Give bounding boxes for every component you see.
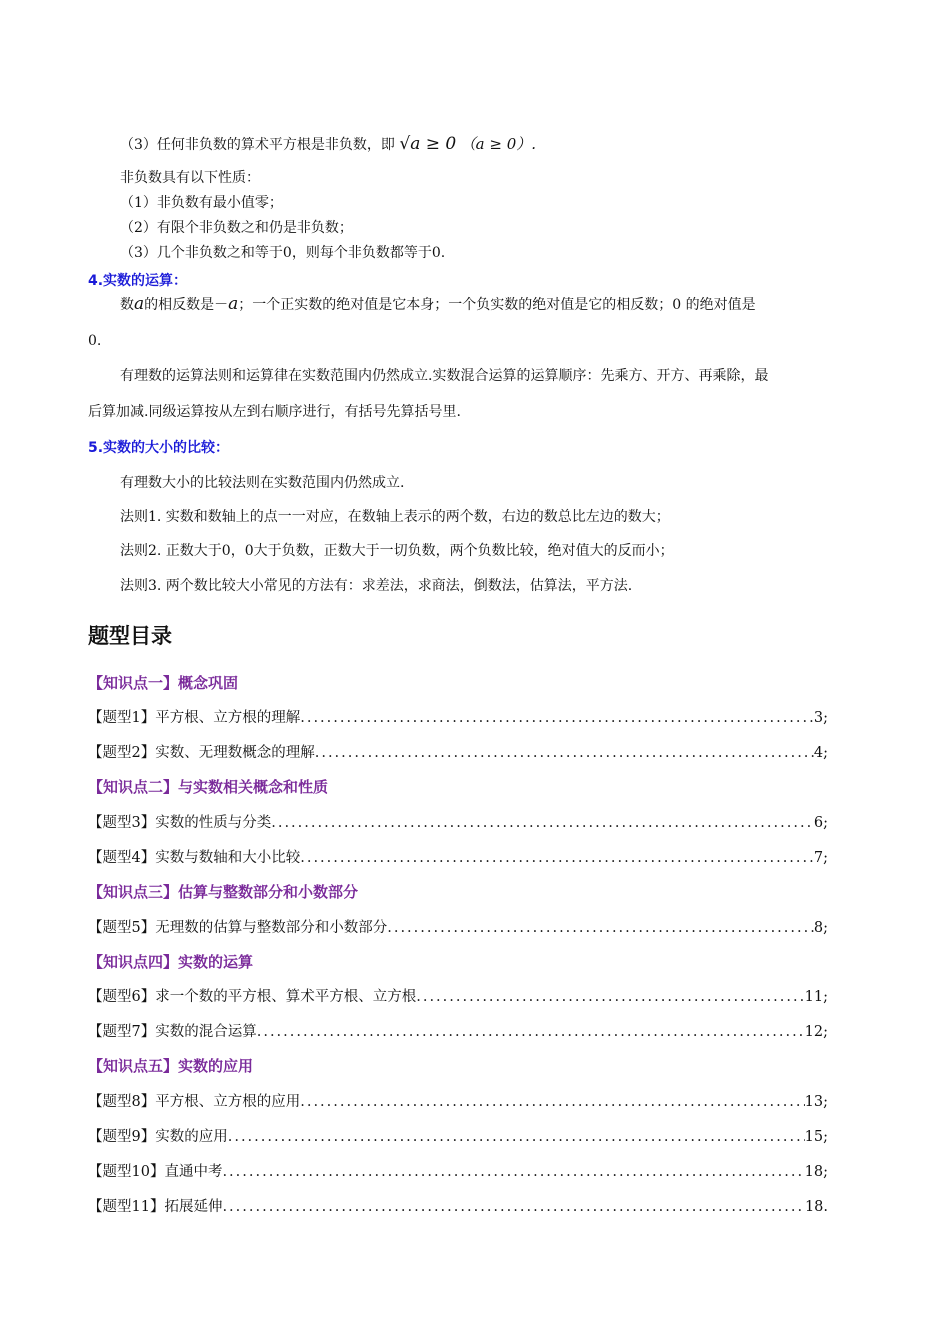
toc-item-title: 【题型4】实数与数轴和大小比较 xyxy=(88,850,301,866)
toc-item-page: 13; xyxy=(804,1094,828,1110)
toc-item-title: 【题型8】平方根、立方根的应用 xyxy=(88,1094,301,1110)
nonneg-property-2: （2）有限个非负数之和仍是非负数； xyxy=(120,220,353,236)
toc-leader-dots xyxy=(222,1164,804,1180)
toc-item-title: 【题型1】平方根、立方根的理解 xyxy=(88,710,301,726)
rule-1: 法则1. 实数和数轴上的点一一对应，在数轴上表示的两个数，右边的数总比左边的数大； xyxy=(120,509,670,525)
section-5-para-1: 有理数大小的比较法则在实数范围内仍然成立. xyxy=(120,475,405,491)
toc-leader-dots xyxy=(300,710,814,726)
toc-leader-dots xyxy=(387,920,814,936)
toc-leader-dots xyxy=(416,989,804,1005)
toc-knowledge-point-5[interactable]: 【知识点五】实数的应用 xyxy=(88,1057,254,1075)
toc-leader-dots xyxy=(271,815,814,831)
section-4-para-2-line-1: 有理数的运算法则和运算律在实数范围内仍然成立.实数混合运算的运算顺序：先乘方、开方、再乘除，最 xyxy=(120,368,769,384)
toc-item-title: 【题型3】实数的性质与分类 xyxy=(88,815,272,831)
toc-item-11[interactable] xyxy=(88,1195,828,1216)
text-segment: ；一个正实数的绝对值是它本身；一个负实数的绝对值是它的相反数；0 的绝对值是 xyxy=(238,297,756,313)
toc-leader-dots xyxy=(257,1024,805,1040)
section-4-heading: 4.实数的运算： xyxy=(88,273,188,289)
toc-leader-dots xyxy=(315,745,814,761)
toc-item-10[interactable] xyxy=(88,1160,828,1181)
toc-item-page: 6; xyxy=(813,815,828,831)
toc-item-page: 12; xyxy=(804,1024,828,1040)
toc-item-title: 【题型9】实数的应用 xyxy=(88,1129,228,1145)
toc-title: 题型目录 xyxy=(88,624,172,648)
toc-item-5[interactable] xyxy=(88,916,828,937)
toc-item-title: 【题型5】无理数的估算与整数部分和小数部分 xyxy=(88,920,388,936)
toc-item-8[interactable] xyxy=(88,1090,828,1111)
toc-item-6[interactable] xyxy=(88,985,828,1006)
toc-leader-dots xyxy=(222,1199,804,1215)
toc-item-page: 8; xyxy=(813,920,828,936)
text-segment: 的相反数是－ xyxy=(144,297,229,313)
toc-item-7[interactable] xyxy=(88,1020,828,1041)
toc-item-title: 【题型11】拓展延伸 xyxy=(88,1199,223,1215)
sqrt-formula: √a ≥ 0 xyxy=(399,134,457,154)
toc-item-title: 【题型2】实数、无理数概念的理解 xyxy=(88,745,315,761)
toc-item-page: 18; xyxy=(804,1164,828,1180)
toc-item-3[interactable] xyxy=(88,811,828,832)
toc-leader-dots xyxy=(228,1129,805,1145)
section-4-para-2-line-2: 后算加减.同级运算按从左到右顺序进行，有括号先算括号里. xyxy=(88,404,461,420)
toc-item-title: 【题型10】直通中考 xyxy=(88,1164,223,1180)
toc-item-1[interactable] xyxy=(88,706,828,727)
toc-item-4[interactable] xyxy=(88,846,828,867)
toc-knowledge-point-2[interactable]: 【知识点二】与实数相关概念和性质 xyxy=(88,778,329,796)
toc-item-title: 【题型7】实数的混合运算 xyxy=(88,1024,257,1040)
toc-item-page: 4; xyxy=(813,745,828,761)
nonneg-property-1: （1）非负数有最小值零； xyxy=(120,195,283,211)
toc-leader-dots xyxy=(300,850,814,866)
rule-3: 法则3. 两个数比较大小常见的方法有：求差法，求商法，倒数法，估算法，平方法. xyxy=(120,578,633,594)
rule-2: 法则2. 正数大于0，0大于负数，正数大于一切负数，两个负数比较，绝对值大的反而小； xyxy=(120,543,674,559)
toc-item-page: 7; xyxy=(813,850,828,866)
section-5-heading: 5.实数的大小的比较： xyxy=(88,440,230,456)
text-segment: 数 xyxy=(120,297,134,313)
variable-a-neg: a xyxy=(228,294,239,314)
section-4-para-1 xyxy=(120,294,756,315)
property-item-3-text: （3）任何非负数的算术平方根是非负数，即 xyxy=(120,137,395,153)
toc-item-page: 15; xyxy=(804,1129,828,1145)
section-4-para-1-end: 0. xyxy=(88,333,102,349)
variable-a: a xyxy=(134,294,145,314)
toc-item-2[interactable] xyxy=(88,741,828,762)
toc-item-title: 【题型6】求一个数的平方根、算术平方根、立方根 xyxy=(88,989,417,1005)
toc-item-page: 3; xyxy=(813,710,828,726)
nonneg-property-3: （3）几个非负数之和等于0，则每个非负数都等于0. xyxy=(120,245,446,261)
toc-item-page: 11; xyxy=(804,989,828,1005)
property-item-3 xyxy=(120,134,536,155)
toc-knowledge-point-3[interactable]: 【知识点三】估算与整数部分和小数部分 xyxy=(88,883,359,901)
toc-item-page: 18. xyxy=(804,1199,828,1215)
toc-leader-dots xyxy=(300,1094,804,1110)
sqrt-condition: （a ≥ 0）. xyxy=(460,135,537,153)
nonneg-intro: 非负数具有以下性质： xyxy=(120,170,260,186)
toc-knowledge-point-1[interactable]: 【知识点一】概念巩固 xyxy=(88,674,239,692)
toc-item-9[interactable] xyxy=(88,1125,828,1146)
toc-knowledge-point-4[interactable]: 【知识点四】实数的运算 xyxy=(88,953,254,971)
